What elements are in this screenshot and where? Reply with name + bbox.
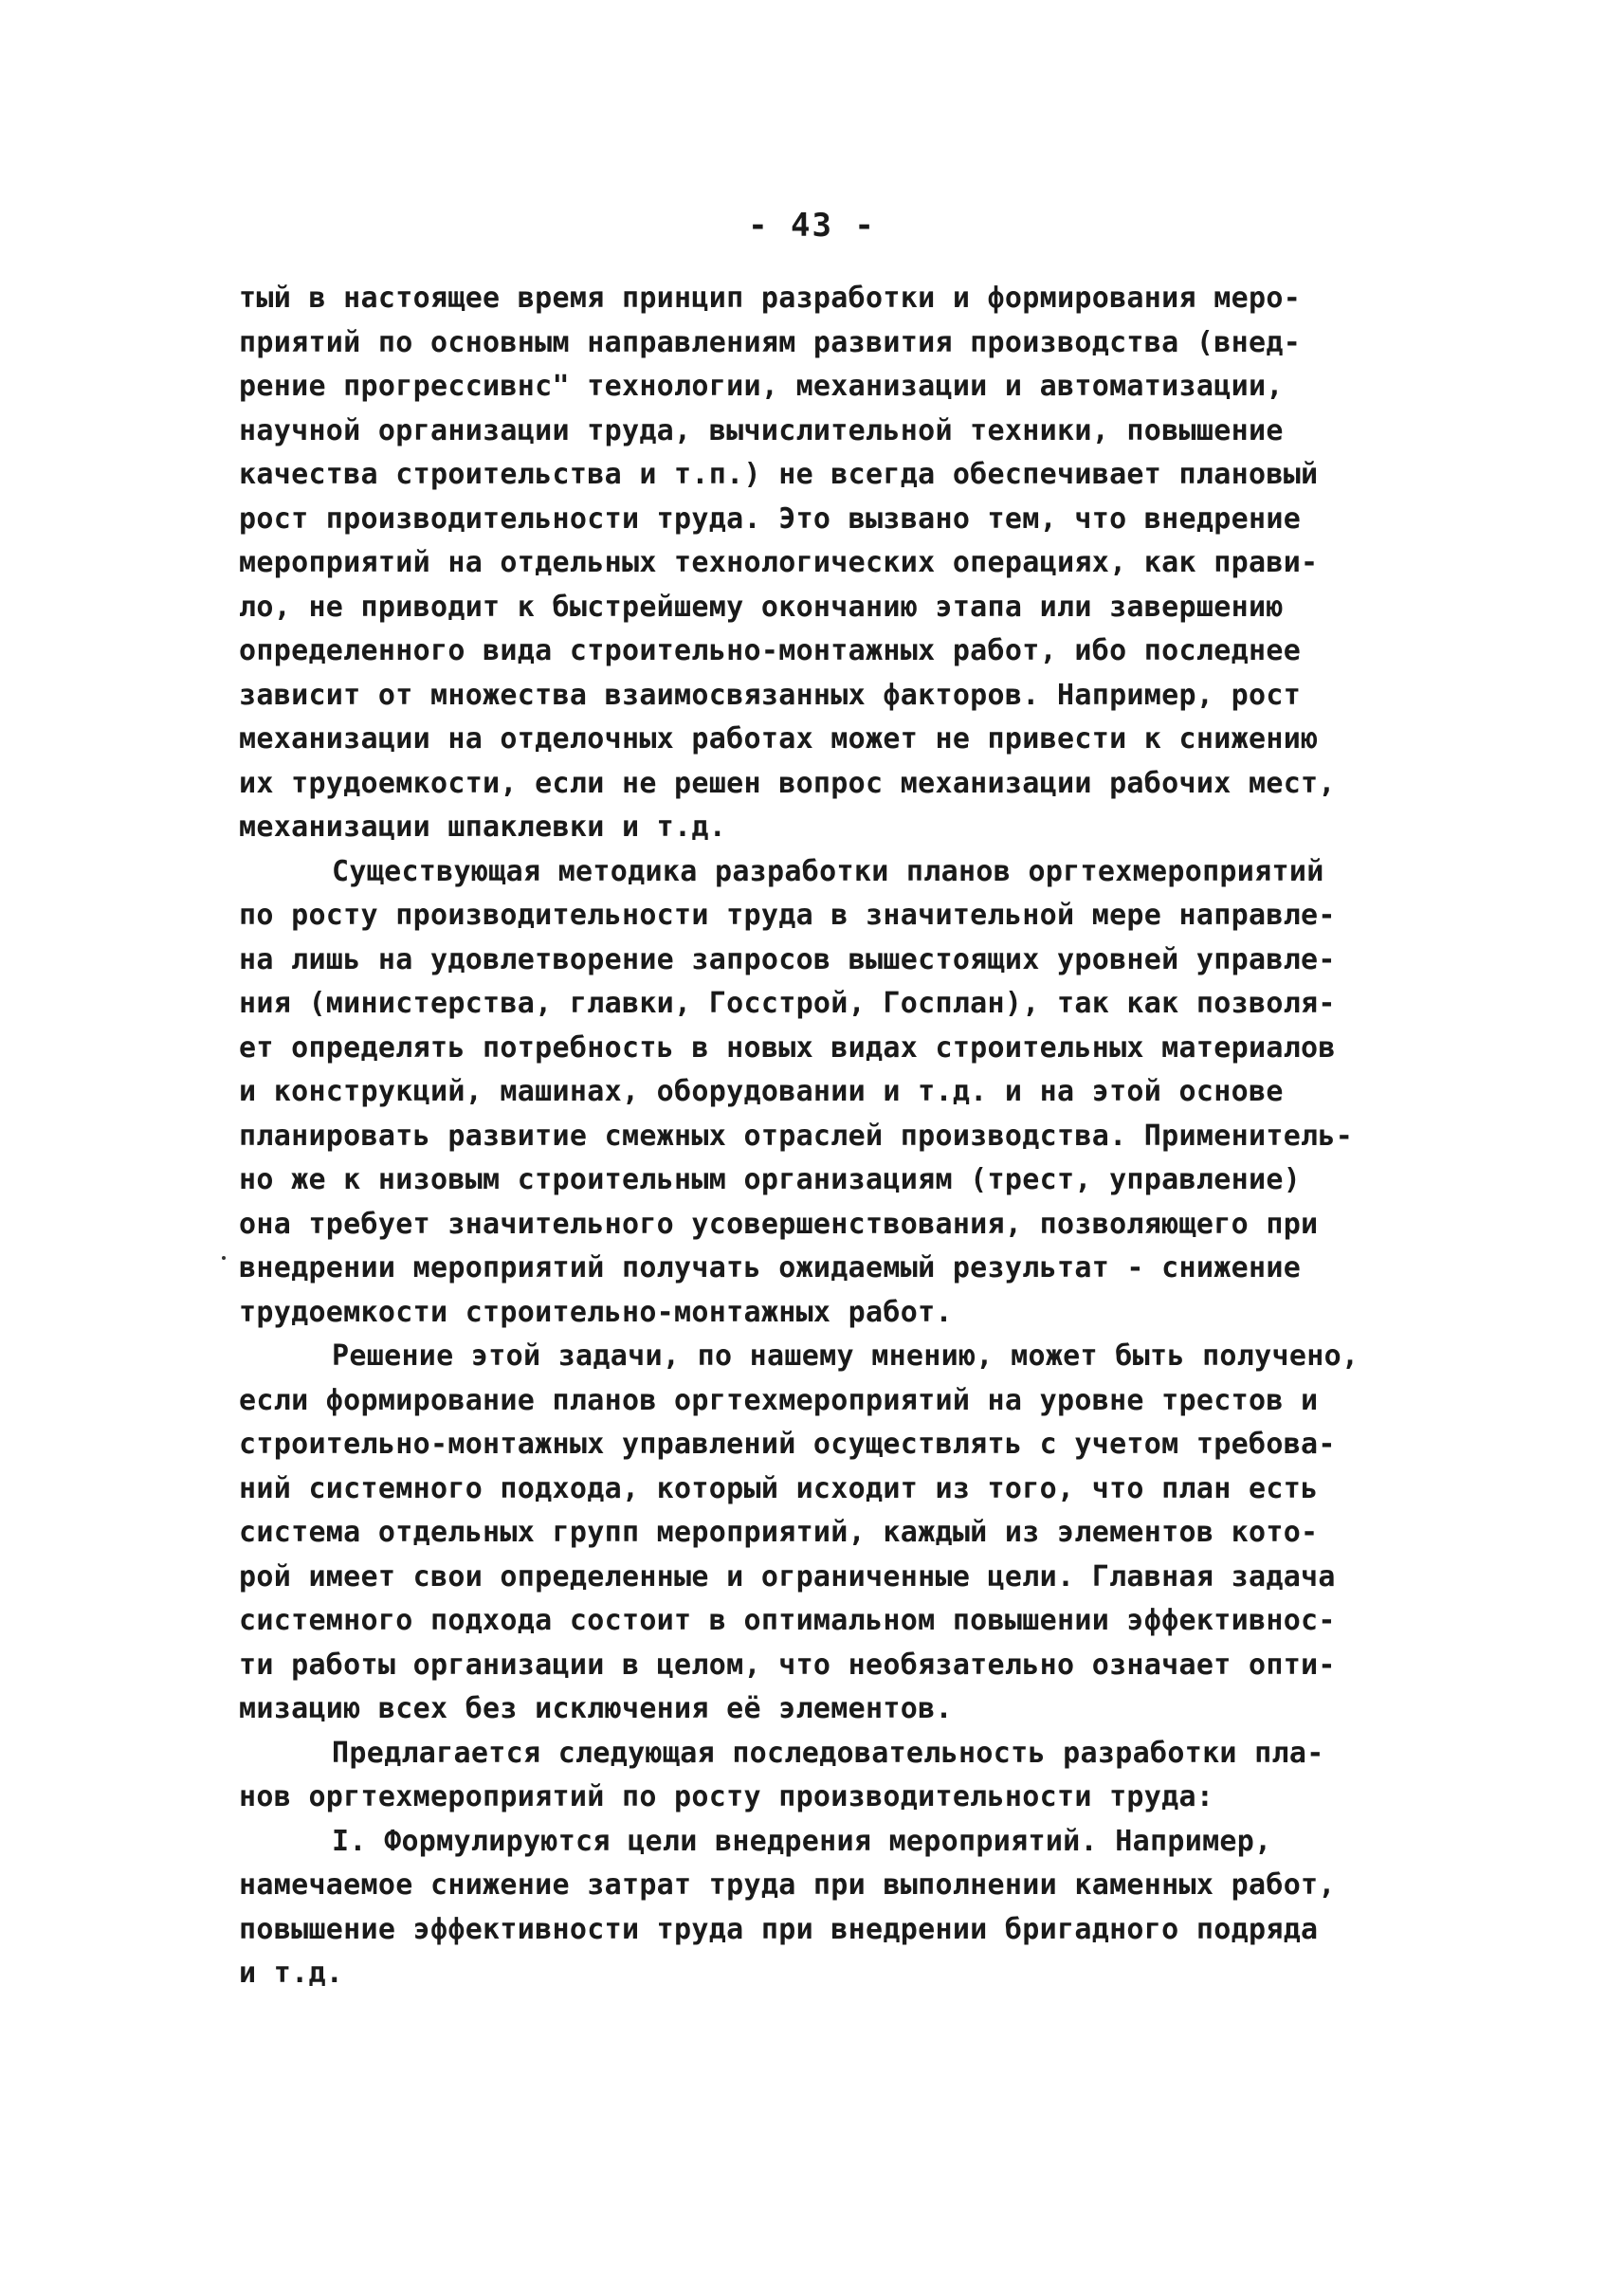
body-text bbox=[239, 277, 1405, 1996]
text-line: и т.д. bbox=[239, 1957, 344, 1990]
text-line: ло, не приводит к быстрейшему окончанию этапа или завершению bbox=[239, 590, 1284, 624]
text-line: нов оргтехмероприятий по росту производительности труда: bbox=[239, 1780, 1214, 1813]
list-item-line: I. Формулируются цели внедрения мероприятий. Например, bbox=[332, 1824, 1272, 1858]
text-line: внедрении мероприятий получать ожидаемый результат - снижение bbox=[239, 1251, 1302, 1284]
text-line: механизации шпаклевки и т.д. bbox=[239, 811, 727, 844]
scan-speck bbox=[222, 1256, 226, 1260]
text-line: ния (министерства, главки, Госстрой, Госплан), так как позволя- bbox=[239, 987, 1336, 1020]
text-line: повышение эффективности труда при внедрении бригадного подряда bbox=[239, 1912, 1319, 1946]
paragraph-start-line: Предлагается следующая последовательность разработки пла- bbox=[332, 1736, 1324, 1770]
text-line: определенного вида строительно-монтажных работ, ибо последнее bbox=[239, 634, 1302, 667]
paragraph-start-line: Существующая методика разработки планов оргтехмероприятий bbox=[332, 854, 1324, 888]
text-line: мероприятий на отдельных технологических операциях, как прави- bbox=[239, 546, 1319, 579]
text-line: ти работы организации в целом, что необязательно означает опти- bbox=[239, 1648, 1336, 1682]
page-number: - 43 - bbox=[748, 207, 876, 245]
text-line: научной организации труда, вычислительной техники, повышение bbox=[239, 413, 1284, 447]
text-line: планировать развитие смежных отраслей производства. Применитель- bbox=[239, 1119, 1354, 1153]
text-line: если формирование планов оргтехмероприятий на уровне трестов и bbox=[239, 1383, 1319, 1417]
text-line: приятий по основным направлениям развития производства (внед- bbox=[239, 325, 1302, 359]
text-line: зависит от множества взаимосвязанных факторов. Например, рост bbox=[239, 678, 1302, 712]
text-line: система отдельных групп мероприятий, каждый из элементов кото- bbox=[239, 1516, 1319, 1549]
text-line: их трудоемкости, если не решен вопрос механизации рабочих мест, bbox=[239, 766, 1336, 800]
paragraph-start-line: Решение этой задачи, по нашему мнению, может быть получено, bbox=[332, 1339, 1359, 1373]
text-line: но же к низовым строительным организациям (трест, управление) bbox=[239, 1163, 1302, 1196]
text-line: на лишь на удовлетворение запросов вышестоящих уровней управле- bbox=[239, 942, 1336, 976]
text-line: тый в настоящее время принцип разработки и формирования меро- bbox=[239, 282, 1302, 315]
text-line: ет определять потребность в новых видах строительных материалов bbox=[239, 1030, 1336, 1065]
text-line: строительно-монтажных управлений осуществлять с учетом требова- bbox=[239, 1428, 1336, 1461]
text-line: ний системного подхода, который исходит из того, что план есть bbox=[239, 1471, 1319, 1505]
text-line: рой имеет свои определенные и ограниченные цели. Главная задача bbox=[239, 1559, 1336, 1594]
text-line: рост производительности труда. Это вызвано тем, что внедрение bbox=[239, 501, 1302, 536]
text-line: механизации на отделочных работах может не привести к снижению bbox=[239, 722, 1319, 756]
text-line: намечаемое снижение затрат труда при выполнении каменных работ, bbox=[239, 1868, 1336, 1902]
text-line: качества строительства и т.п.) не всегда обеспечивает плановый bbox=[239, 458, 1319, 491]
text-line: по росту производительности труда в значительной мере направле- bbox=[239, 899, 1336, 932]
text-line: мизацию всех без исключения её элементов. bbox=[239, 1692, 953, 1725]
text-line: она требует значительного усовершенствования, позволяющего при bbox=[239, 1207, 1319, 1241]
text-line: рение прогрессивнс" технологии, механизации и автоматизации, bbox=[239, 370, 1284, 403]
text-line: и конструкций, машинах, оборудовании и т.д. и на этой основе bbox=[239, 1075, 1284, 1108]
text-line: системного подхода состоит в оптимальном повышении эффективнос- bbox=[239, 1604, 1336, 1637]
text-line: трудоемкости строительно-монтажных работ. bbox=[239, 1295, 953, 1329]
